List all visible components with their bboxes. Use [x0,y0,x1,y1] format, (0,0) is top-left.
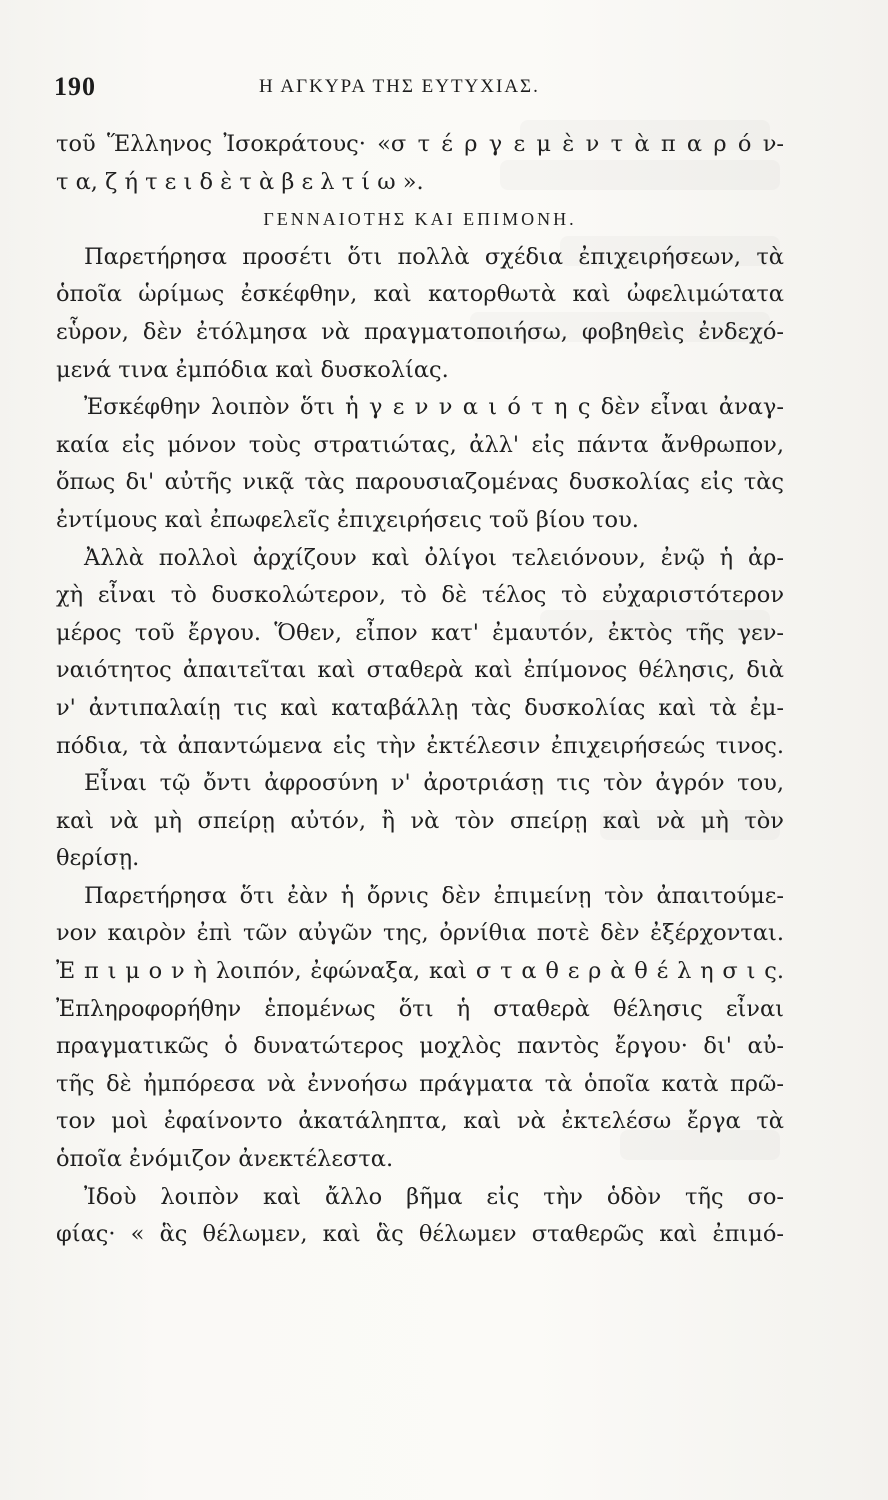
text-line: ὅπως δι' αὐτῆς νικᾷ τὰς παρουσιαζομένας δυσκολίας εἰς τὰς [56,469,784,496]
text-line: Παρετήρησα προσέτι ὅτι πολλὰ σχέδια ἐπιχειρήσεων, τὰ [84,243,784,270]
page-header [54,72,794,106]
running-title: Η ΑΓΚΥΡΑ ΤΗΣ ΕΥΤΥΧΙΑΣ. [259,76,540,97]
text-line: Ἐπληροφορήθην ἑπομένως ὅτι ἡ σταθερὰ θέλησις εἶναι [56,995,784,1022]
text-line: Ἰδοὺ λοιπὸν καὶ ἄλλο βῆμα εἰς τὴν ὁδὸν τῆς σο- [84,1183,784,1210]
text-line: Εἶναι τῷ ὄντι ἀφροσύνη ν' ἀροτριάσῃ τις τὸν ἀγρόν του, [84,770,784,797]
text-line: ναιότητος ἀπαιτεῖται καὶ σταθερὰ καὶ ἐπίμονος θέλησις, διὰ [56,657,784,684]
text-line: νον καιρὸν ἐπὶ τῶν αὐγῶν της, ὀρνίθια ποτὲ δὲν ἐξέρχονται. [56,920,784,947]
text-line: φίας· « ἃς θέλωμεν, καὶ ἃς θέλωμεν σταθερῶς καὶ ἐπιμό- [56,1221,784,1248]
text-line: πόδια, τὰ ἀπαντώμενα εἰς τὴν ἐκτέλεσιν ἐπιχειρήσεώς τινος. [56,732,784,759]
text-line: ὁποῖα ἐνόμιζον ἀνεκτέλεστα. [56,1146,394,1173]
text-line: πραγματικῶς ὁ δυνατώτερος μοχλὸς παντὸς ἔργου· δι' αὐ- [56,1033,784,1060]
section-heading: ΓΕΝΝΑΙΟΤΗΣ ΚΑΙ ΕΠΙΜΟΝΗ. [263,209,577,230]
text-line: τῆς δὲ ἠμπόρεσα νὰ ἐννοήσω πράγματα τὰ ὁποῖα κατὰ πρῶ- [56,1070,784,1097]
text-line: καὶ νὰ μὴ σπείρῃ αὐτόν, ἢ νὰ τὸν σπείρῃ καὶ νὰ μὴ τὸν [56,807,784,834]
text-line: Ἀλλὰ πολλοὶ ἀρχίζουν καὶ ὀλίγοι τελειόνουν, ἐνῷ ἡ ἀρ- [84,544,784,571]
text-line: θερίσῃ. [56,845,140,872]
text-line: εὗρον, δὲν ἐτόλμησα νὰ πραγματοποιήσω, φοβηθεὶς ἐνδεχό- [56,318,784,345]
text-line: ἐντίμους καὶ ἐπωφελεῖς ἐπιχειρήσεις τοῦ βίου του. [56,506,639,533]
text-line: τοῦ Ἕλληνος Ἰσοκράτους· «σ τ έ ρ γ ε μ ὲ ν τ ὰ π α ρ ό ν- [56,131,784,157]
body-text [56,126,784,1254]
text-line: καία εἰς μόνον τοὺς στρατιώτας, ἀλλ' εἰς πάντα ἄνθρωπον, [56,431,784,458]
text-line: ὁποῖα ὡρίμως ἐσκέφθην, καὶ κατορθωτὰ καὶ ὠφελιμώτατα [56,281,784,308]
text-line: τον μοὶ ἐφαίνοντο ἀκατάληπτα, καὶ νὰ ἐκτελέσω ἔργα τὰ [56,1108,784,1135]
text-line: Ἐσκέφθην λοιπὸν ὅτι ἡ γ ε ν ν α ι ό τ η ς δὲν εἶναι ἀναγ- [84,394,784,421]
text-line: χὴ εἶναι τὸ δυσκολώτερον, τὸ δὲ τέλος τὸ εὐχαριστότερον [56,582,784,609]
text-line: τ α, ζ ή τ ε ι δ ὲ τ ὰ β ε λ τ ί ω ». [56,168,424,195]
text-line: ν' ἀντιπαλαίῃ τις καὶ καταβάλλῃ τὰς δυσκολίας καὶ τὰ ἐμ- [56,694,784,721]
text-line: μέρος τοῦ ἔργου. Ὅθεν, εἶπον κατ' ἐμαυτόν, ἐκτὸς τῆς γεν- [56,619,784,646]
text-line: μενά τινα ἐμπόδια καὶ δυσκολίας. [56,356,449,383]
text-line: Παρετήρησα ὅτι ἐὰν ἡ ὄρνις δὲν ἐπιμείνῃ τὸν ἀπαιτούμε- [84,882,784,909]
page-number: 190 [54,72,96,101]
text-line: Ἐ π ι μ ο ν ὴ λοιπόν, ἐφώναξα, καὶ σ τ α θ ε ρ ὰ θ έ λ η σ ι ς. [56,958,784,985]
